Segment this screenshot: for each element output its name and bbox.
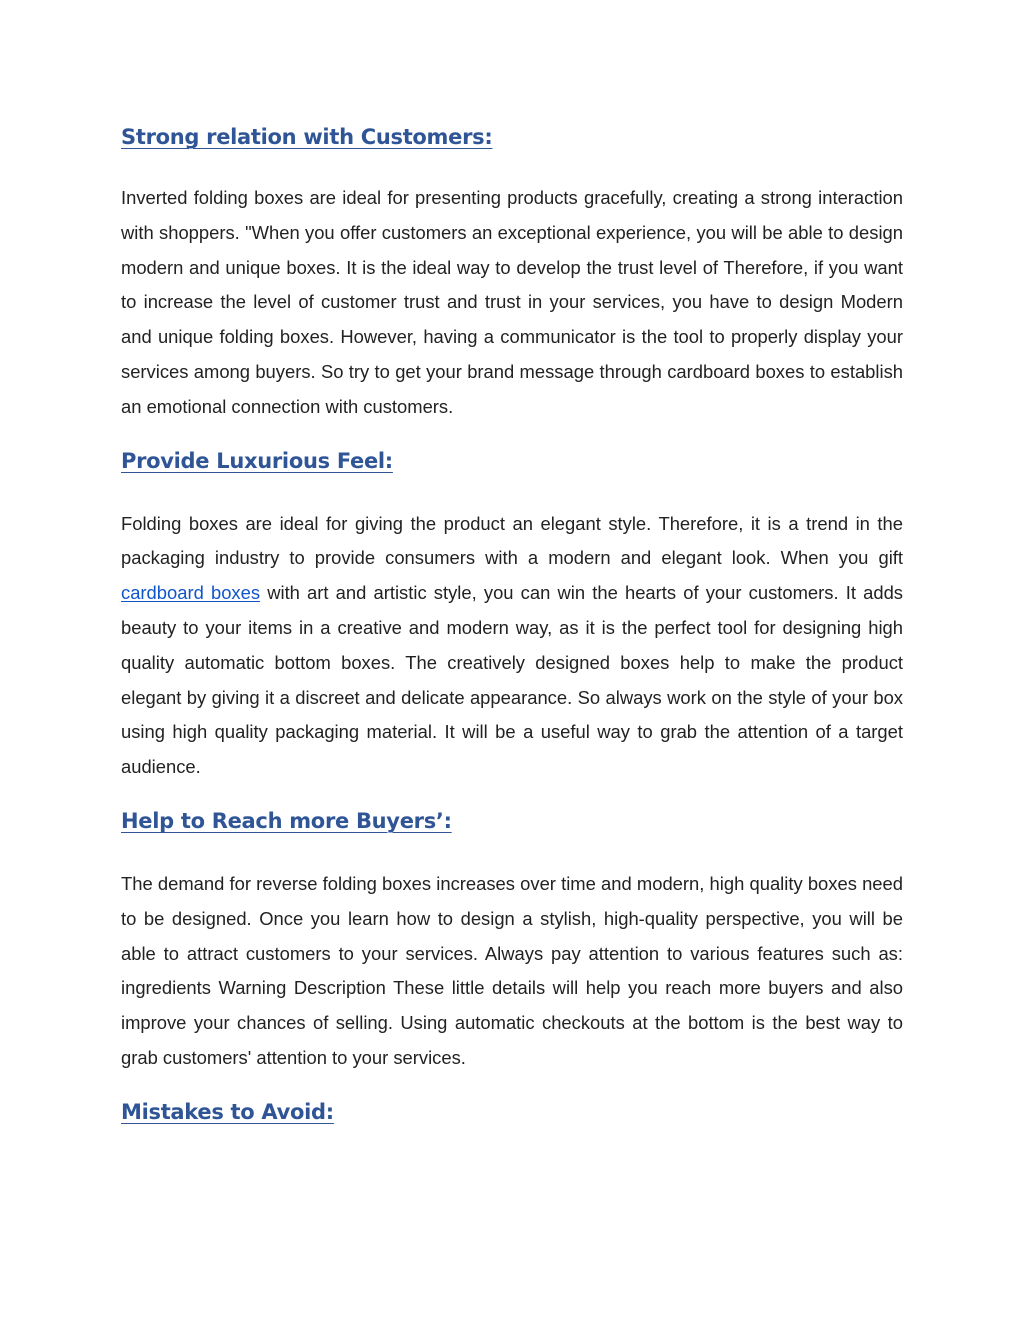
heading-mistakes-to-avoid: Mistakes to Avoid: — [121, 1099, 334, 1124]
heading-luxurious-feel: Provide Luxurious Feel: — [121, 448, 393, 473]
paragraph-reach-buyers: The demand for reverse folding boxes increases over time and modern, high quality boxes need to be designed. Once you learn how to design a stylish, high-quality perspective, you will be able to attract customers to your services. Always pay attention to various features such as: ingredients Warning Description These little details will help you reach more buyers and also improve your chances of selling. Using automatic checkouts at the bottom is the best way to grab customers' attention to your services. — [121, 872, 903, 1068]
document-page — [121, 117, 903, 1132]
paragraph-strong-relation: Inverted folding boxes are ideal for presenting products gracefully, creating a strong interaction with shoppers. "When you offer customers an exceptional experience, you will be able to design modern and unique boxes. It is the ideal way to develop the trust level of Therefore, if you want to increase the level of customer trust and trust in your services, you have to design Modern and unique folding boxes. However, having a communicator is the tool to properly display your services among buyers. So try to get your brand message through cardboard boxes to establish an emotional connection with customers. — [121, 187, 903, 417]
cardboard-boxes-link[interactable]: cardboard boxes — [121, 582, 261, 604]
heading-reach-buyers: Help to Reach more Buyers’: — [121, 808, 452, 833]
paragraph-luxurious-feel — [121, 507, 903, 785]
paragraph-text-before-link: Folding boxes are ideal for giving the product an elegant style. Therefore, it is a trend in the packaging industry to provide consumers with a modern and elegant look. When you gift — [121, 512, 903, 569]
paragraph-text-after-link: with art and artistic style, you can win the hearts of your customers. It adds beauty to your items in a creative and modern way, as it is the perfect tool for designing high quality automatic bottom boxes. The creatively designed boxes help to make the product elegant by giving it a discreet and delicate appearance. So always work on the style of your box using high quality packaging material. It will be a useful way to grab the attention of a target audience. — [121, 582, 903, 778]
heading-strong-relation: Strong relation with Customers: — [121, 125, 493, 149]
